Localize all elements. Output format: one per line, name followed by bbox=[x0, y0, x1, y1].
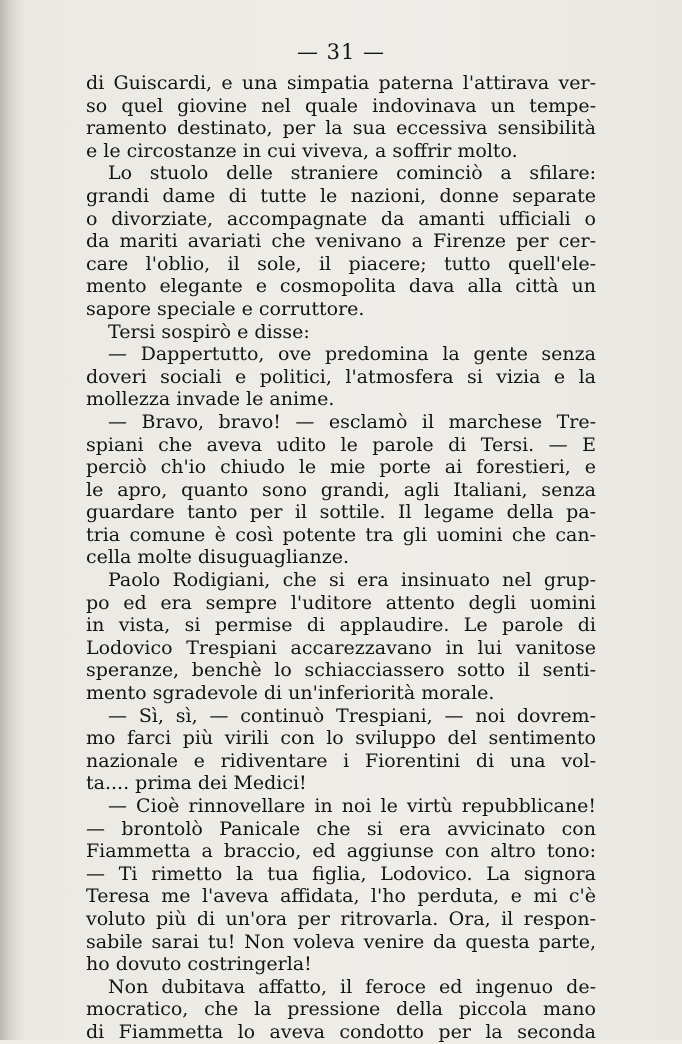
text-line: Fiammetta a braccio, ed aggiunse con altro tono: bbox=[86, 840, 596, 863]
text-line: ta.... prima dei Medici! bbox=[86, 772, 307, 795]
text-line: perciò ch'io chiudo le mie porte ai forestieri, e bbox=[86, 456, 596, 479]
text-line: doveri sociali e politici, l'atmosfera si vizia e la bbox=[86, 365, 596, 388]
text-line: grandi dame di tutte le nazioni, donne separate bbox=[86, 184, 596, 207]
text-line: nazionale e ridiventare i Fiorentini di una vol- bbox=[86, 749, 596, 772]
text-line: voluto più di un'ora per ritrovarla. Ora, il respon- bbox=[86, 907, 596, 930]
text-line: di Guiscardi, e una simpatia paterna l'attirava ver- bbox=[86, 72, 596, 94]
text-line: Paolo Rodigiani, che si era insinuato nel grup- bbox=[108, 569, 596, 592]
page-number: — 31 — bbox=[296, 40, 386, 64]
text-line: in vista, si permise di applaudire. Le parole di bbox=[86, 614, 596, 637]
text-line: guardare tanto per il sottile. Il legame della pa- bbox=[86, 501, 596, 524]
text-line: so quel giovine nel quale indovinava un tempe- bbox=[86, 94, 596, 117]
text-line: Lo stuolo delle straniere cominciò a sfilare: bbox=[108, 162, 596, 185]
text-line: mollezza invade le anime. bbox=[86, 388, 335, 411]
text-line: mocratico, che la pressione della piccola mano bbox=[86, 998, 596, 1021]
text-line: cella molte disuguaglianze. bbox=[86, 546, 349, 569]
text-line: po ed era sempre l'uditore attento degli uomini bbox=[86, 591, 596, 614]
text-line: sapore speciale e corruttore. bbox=[86, 297, 365, 320]
text-line: — Cioè rinnovellare in noi le virtù repubblicane! bbox=[108, 795, 596, 817]
text-line: care l'oblio, il sole, il piacere; tutto quell'ele- bbox=[86, 252, 596, 275]
text-line: mo farci più virili con lo sviluppo del sentimento bbox=[86, 727, 596, 750]
text-line: Non dubitava affatto, il feroce ed ingenuo de- bbox=[108, 975, 596, 998]
text-line: e le circostanze in cui viveva, a soffrir molto. bbox=[86, 139, 518, 162]
text-line: Tersi sospirò e disse: bbox=[108, 320, 310, 343]
text-line: mento sgradevole di un'inferiorità morale. bbox=[86, 682, 495, 705]
text-line: ramento destinato, per la sua eccessiva sensibilità bbox=[86, 117, 596, 140]
text-line: Lodovico Trespiani accarezzavano in lui vanitose bbox=[86, 636, 596, 659]
text-line: speranze, benchè lo schiacciassero sotto il senti- bbox=[86, 659, 596, 682]
text-line: le apro, quanto sono grandi, agli Italiani, senza bbox=[86, 478, 596, 501]
text-line: — Sì, sì, — continuò Trespiani, — noi dovrem- bbox=[108, 704, 596, 727]
text-line: sabile sarai tu! Non voleva venire da questa parte, bbox=[86, 930, 596, 953]
text-line: — Ti rimetto la tua figlia, Lodovico. La signora bbox=[86, 862, 596, 885]
text-line: Teresa me l'aveva affidata, l'ho perduta, e mi c'è bbox=[86, 885, 596, 908]
text-line: spiani che aveva udito le parole di Tersi. — E bbox=[86, 433, 596, 456]
text-line: da mariti avariati che venivano a Firenze per cer- bbox=[86, 230, 596, 253]
text-line: tria comune è così potente tra gli uomini che can- bbox=[86, 523, 596, 546]
body-text bbox=[86, 72, 596, 1044]
text-line: o divorziate, accompagnate da amanti ufficiali o bbox=[86, 207, 596, 230]
text-line: — Dappertutto, ove predomina la gente senza bbox=[108, 343, 596, 366]
text-line: — brontolò Panicale che si era avvicinato con bbox=[86, 817, 596, 840]
text-line: mento elegante e cosmopolita dava alla città un bbox=[86, 275, 596, 298]
text-line: di Fiammetta lo aveva condotto per la seconda bbox=[86, 1020, 596, 1043]
text-line: — Bravo, bravo! — esclamò il marchese Tre- bbox=[108, 410, 596, 433]
text-line: ho dovuto costringerla! bbox=[86, 953, 312, 976]
